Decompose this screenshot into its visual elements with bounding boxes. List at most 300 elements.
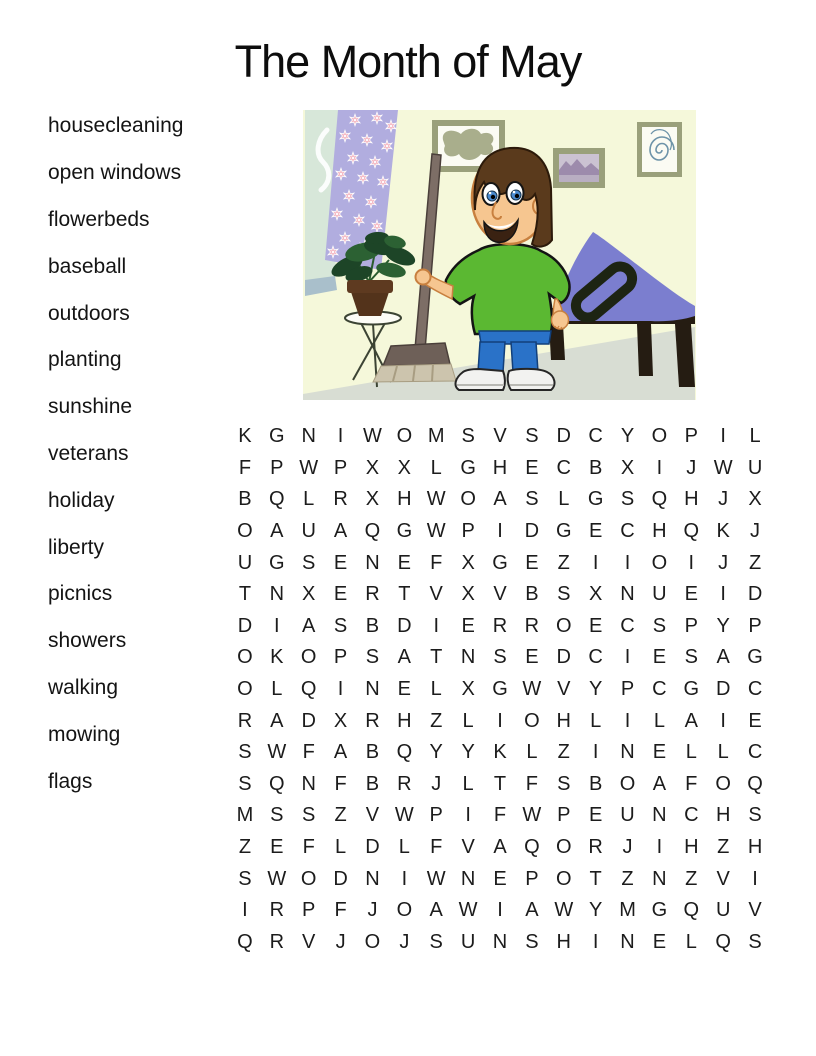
grid-cell: Z [238, 835, 252, 858]
grid-cell: I [497, 709, 503, 732]
grid-cell: N [652, 867, 667, 890]
grid-cell: L [398, 835, 410, 858]
grid-cell: X [588, 583, 603, 606]
grid-cell: V [461, 835, 475, 858]
grid-cell: T [398, 583, 411, 606]
grid-cell: U [301, 520, 316, 543]
grid-cell: W [554, 899, 574, 922]
left-hand [416, 270, 431, 285]
grid-cell: Q [396, 741, 413, 764]
grid-cell: G [555, 520, 572, 543]
grid-cell: F [302, 741, 315, 764]
grid-cell: S [302, 551, 316, 574]
grid-cell: O [619, 772, 636, 795]
grid-cell: X [461, 583, 475, 606]
grid-cell: E [684, 583, 698, 606]
grid-cell: D [365, 835, 380, 858]
grid-cell: J [686, 456, 697, 479]
grid-cell: S [684, 646, 698, 669]
grid-cell: E [588, 614, 603, 637]
grid-cell: F [685, 772, 698, 795]
grid-cell: L [685, 741, 697, 764]
grid-cell: T [430, 646, 443, 669]
grid-cell: P [461, 520, 475, 543]
grid-cell: R [365, 583, 380, 606]
grid-cell: P [684, 425, 698, 448]
grid-cell: V [429, 583, 443, 606]
grid-cell: J [718, 551, 729, 574]
grid-cell: A [429, 899, 443, 922]
grid-cell: V [557, 677, 571, 700]
grid-cell: F [334, 772, 347, 795]
grid-cell: X [302, 583, 316, 606]
grid-cell: R [492, 614, 508, 637]
grid-cell: G [492, 677, 508, 700]
grid-cell: J [431, 772, 442, 795]
grid-cell: G [587, 488, 604, 511]
grid-cell: P [270, 456, 284, 479]
grid-cell: Q [300, 677, 317, 700]
grid-cell: Q [683, 899, 700, 922]
grid-cell: S [748, 804, 762, 827]
grid-cell: S [238, 772, 252, 795]
grid-cell: J [367, 899, 378, 922]
grid-cell: S [238, 867, 252, 890]
grid-cell: I [592, 741, 599, 764]
grid-cell: C [652, 677, 667, 700]
grid-cell: G [396, 520, 413, 543]
grid-cell: C [620, 520, 635, 543]
grid-cell: O [651, 425, 668, 448]
grid-cell: C [588, 646, 603, 669]
grid-cell: E [333, 583, 348, 606]
grid-cell: W [713, 456, 733, 479]
grid-cell: E [525, 551, 539, 574]
grid-cell: A [270, 520, 284, 543]
grid-cell: O [396, 899, 413, 922]
grid-cell: L [749, 425, 761, 448]
grid-cell: R [588, 835, 603, 858]
grid-cell: S [557, 583, 571, 606]
grid-cell: L [430, 456, 442, 479]
grid-cell: Y [716, 614, 730, 637]
grid-cell: Z [717, 835, 730, 858]
grid-cell: P [748, 614, 762, 637]
grid-cell: Q [715, 930, 731, 953]
grid-cell: I [624, 646, 631, 669]
picture-frame-middle [553, 148, 605, 188]
grid-cell: B [238, 488, 252, 511]
grid-cell: J [335, 930, 346, 953]
grid-cell: B [365, 741, 380, 764]
grid-cell: P [333, 646, 348, 669]
grid-cell: U [652, 583, 667, 606]
grid-cell: W [522, 677, 542, 700]
grid-cell: X [461, 677, 475, 700]
word-list-item: walking [48, 675, 119, 699]
grid-cell: T [589, 867, 602, 890]
word-list-item: outdoors [48, 301, 130, 325]
grid-cell: S [748, 930, 762, 953]
grid-cell: B [365, 772, 380, 795]
grid-cell: S [238, 741, 252, 764]
grid-cell: O [237, 646, 253, 669]
grid-cell: E [588, 520, 603, 543]
grid-cell: X [620, 456, 635, 479]
grid-cell: R [269, 930, 285, 953]
grid-cell: P [429, 804, 443, 827]
grid-cell: B [588, 456, 603, 479]
grid-cell: K [238, 425, 252, 448]
grid-cell: M [236, 804, 254, 827]
grid-cell: J [718, 488, 729, 511]
grid-cell: L [685, 930, 697, 953]
grid-cell: X [397, 456, 412, 479]
grid-cell: P [620, 677, 635, 700]
grid-cell: G [747, 646, 763, 669]
grid-cell: D [556, 425, 571, 448]
grid-cell: S [525, 425, 539, 448]
grid-cell: D [333, 867, 348, 890]
word-list-item: holiday [48, 488, 115, 512]
grid-cell: S [429, 930, 443, 953]
grid-cell: C [747, 741, 763, 764]
grid-cell: L [303, 488, 315, 511]
grid-cell: N [365, 867, 380, 890]
grid-cell: O [651, 551, 668, 574]
word-list-item: picnics [48, 582, 113, 606]
grid-cell: A [302, 614, 316, 637]
grid-cell: N [301, 425, 316, 448]
grid-cell: A [493, 835, 507, 858]
grid-cell: Q [683, 520, 700, 543]
grid-cell: U [460, 930, 476, 953]
grid-cell: W [363, 425, 382, 448]
grid-cell: H [556, 930, 571, 953]
grid-cell: C [620, 614, 635, 637]
grid-cell: F [430, 551, 443, 574]
grid-cell: Z [685, 867, 698, 890]
grid-cell: A [397, 646, 412, 669]
grid-cell: Q [364, 520, 381, 543]
grid-cell: Z [621, 867, 634, 890]
grid-cell: D [556, 646, 571, 669]
grid-cell: V [493, 583, 507, 606]
grid-cell: G [269, 425, 285, 448]
grid-cell: E [652, 930, 667, 953]
grid-cell: Z [430, 709, 443, 732]
grid-cell: A [333, 520, 348, 543]
grid-cell: A [525, 899, 539, 922]
word-list-item: liberty [48, 535, 105, 559]
grid-cell: S [302, 804, 316, 827]
word-list-item: showers [48, 629, 127, 653]
grid-cell: J [750, 520, 761, 543]
grid-cell: Q [651, 488, 668, 511]
grid-cell: V [493, 425, 507, 448]
grid-cell: C [684, 804, 699, 827]
grid-cell: E [525, 456, 539, 479]
word-list-item: sunshine [48, 395, 133, 419]
grid-cell: R [237, 709, 253, 732]
grid-cell: I [624, 551, 631, 574]
grid-cell: P [525, 867, 539, 890]
grid-cell: S [493, 646, 507, 669]
grid-cell: E [652, 741, 667, 764]
grid-cell: S [525, 488, 539, 511]
grid-cell: Y [588, 899, 603, 922]
grid-cell: E [270, 835, 284, 858]
grid-cell: Z [557, 741, 570, 764]
grid-cell: K [270, 646, 284, 669]
grid-cell: O [300, 867, 317, 890]
grid-cell: I [752, 867, 758, 890]
grid-cell: U [747, 456, 763, 479]
grid-cell: Y [461, 741, 475, 764]
grid-cell: H [715, 804, 731, 827]
grid-cell: X [365, 488, 380, 511]
grid-cell: N [652, 804, 667, 827]
grid-cell: F [493, 804, 507, 827]
grid-cell: U [620, 804, 635, 827]
grid-cell: I [656, 456, 663, 479]
grid-cell: F [302, 835, 315, 858]
grid-cell: S [652, 614, 667, 637]
grid-cell: S [333, 614, 348, 637]
grid-cell: I [592, 551, 599, 574]
grid-cell: Q [237, 930, 253, 953]
grid-cell: C [556, 456, 571, 479]
grid-cell: B [588, 772, 603, 795]
grid-cell: G [492, 551, 508, 574]
grid-cell: N [620, 930, 635, 953]
grid-cell: L [526, 741, 538, 764]
grid-cell: Y [588, 677, 603, 700]
grid-cell: W [426, 867, 446, 890]
grid-cell: W [267, 741, 287, 764]
grid-cell: O [715, 772, 731, 795]
grid-cell: G [651, 899, 668, 922]
grid-cell: Z [557, 551, 570, 574]
grid-cell: X [748, 488, 762, 511]
grid-cell: H [652, 520, 667, 543]
grid-cell: H [684, 835, 699, 858]
grid-cell: D [715, 677, 731, 700]
grid-cell: I [624, 709, 631, 732]
grid-cell: S [461, 425, 475, 448]
grid-cell: R [269, 899, 285, 922]
grid-cell: Z [334, 804, 347, 827]
grid-cell: D [397, 614, 412, 637]
grid-cell: L [335, 835, 347, 858]
grid-cell: W [394, 804, 414, 827]
grid-cell: S [525, 930, 539, 953]
grid-cell: A [716, 646, 730, 669]
grid-cell: A [270, 709, 284, 732]
grid-cell: J [622, 835, 633, 858]
grid-cell: N [460, 867, 476, 890]
grid-cell: B [365, 614, 380, 637]
grid-cell: I [720, 583, 726, 606]
grid-cell: R [365, 709, 380, 732]
page-title: The Month of May [234, 36, 582, 87]
grid-cell: V [716, 867, 730, 890]
grid-cell: A [652, 772, 667, 795]
grid-cell: I [720, 709, 726, 732]
grid-cell: P [302, 899, 316, 922]
picture-frame-right [637, 122, 682, 177]
grid-cell: Z [748, 551, 762, 574]
grid-cell: Y [429, 741, 443, 764]
grid-cell: F [430, 835, 443, 858]
grid-cell: N [460, 646, 476, 669]
grid-cell: P [557, 804, 571, 827]
grid-cell: Q [524, 835, 540, 858]
grid-cell: P [333, 456, 348, 479]
grid-cell: N [269, 583, 285, 606]
grid-cell: W [267, 867, 287, 890]
grid-cell: T [493, 772, 507, 795]
grid-cell: E [748, 709, 762, 732]
grid-cell: L [462, 772, 474, 795]
grid-cell: I [242, 899, 248, 922]
word-list-item: baseball [48, 254, 127, 278]
grid-cell: R [333, 488, 348, 511]
grid-cell: I [497, 899, 503, 922]
grid-cell: D [524, 520, 540, 543]
grid-cell: L [430, 677, 442, 700]
grid-cell: W [458, 899, 478, 922]
grid-cell: F [334, 899, 347, 922]
grid-cell: H [492, 456, 508, 479]
grid-cell: E [588, 804, 603, 827]
grid-cell: L [717, 741, 729, 764]
illustration-image [303, 110, 696, 400]
grid-cell: I [720, 425, 726, 448]
grid-cell: X [461, 551, 475, 574]
grid-cell: S [365, 646, 380, 669]
grid-cell: G [460, 456, 476, 479]
word-list-item: open windows [48, 161, 182, 185]
grid-cell: I [401, 867, 408, 890]
grid-cell: M [619, 899, 636, 922]
grid-cell: K [493, 741, 507, 764]
grid-cell: H [684, 488, 699, 511]
grid-cell: E [397, 677, 412, 700]
grid-cell: X [333, 709, 348, 732]
grid-cell: V [302, 930, 316, 953]
grid-cell: S [620, 488, 635, 511]
grid-cell: Y [620, 425, 635, 448]
grid-cell: H [397, 488, 412, 511]
grid-cell: L [271, 677, 283, 700]
grid-cell: W [522, 804, 542, 827]
grid-cell: A [333, 741, 348, 764]
grid-cell: O [555, 614, 572, 637]
word-list [48, 103, 238, 805]
word-list-item: housecleaning [48, 114, 184, 138]
grid-cell: E [397, 551, 412, 574]
grid-cell: E [493, 867, 507, 890]
grid-cell: N [365, 677, 380, 700]
grid-cell: L [590, 709, 602, 732]
grid-cell: O [555, 867, 572, 890]
grid-cell: I [433, 614, 439, 637]
grid-cell: W [299, 456, 319, 479]
grid-cell: C [588, 425, 603, 448]
grid-cell: Q [269, 488, 285, 511]
grid-cell: I [497, 520, 503, 543]
grid-cell: M [427, 425, 445, 448]
grid-cell: F [238, 456, 252, 479]
grid-cell: I [337, 677, 344, 700]
grid-cell: I [592, 930, 599, 953]
grid-cell: A [684, 709, 698, 732]
word-list-item: veterans [48, 441, 129, 465]
grid-cell: J [399, 930, 410, 953]
grid-cell: N [365, 551, 380, 574]
grid-cell: O [396, 425, 413, 448]
grid-cell: N [620, 583, 635, 606]
grid-cell: W [426, 488, 446, 511]
grid-cell: T [238, 583, 252, 606]
grid-cell: P [684, 614, 698, 637]
grid-cell: I [656, 835, 663, 858]
grid-cell: O [524, 709, 540, 732]
grid-cell: R [524, 614, 540, 637]
grid-cell: D [301, 709, 316, 732]
word-list-item: planting [48, 348, 122, 372]
grid-cell: I [688, 551, 695, 574]
right-hand [552, 311, 569, 329]
grid-cell: O [237, 677, 253, 700]
grid-cell: O [460, 488, 476, 511]
grid-cell: E [525, 646, 539, 669]
grid-cell: L [558, 488, 570, 511]
grid-cell: S [557, 772, 571, 795]
grid-cell: X [365, 456, 380, 479]
grid-cell: I [465, 804, 471, 827]
grid-cell: B [525, 583, 539, 606]
word-list-item: flags [48, 769, 93, 793]
grid-cell: O [237, 520, 253, 543]
grid-cell: K [716, 520, 730, 543]
grid-cell: S [270, 804, 284, 827]
grid-cell: L [653, 709, 665, 732]
grid-cell: O [364, 930, 381, 953]
grid-cell: R [397, 772, 412, 795]
grid-cell: Q [269, 772, 285, 795]
grid-cell: I [274, 614, 280, 637]
grid-cell: D [747, 583, 763, 606]
grid-cell: W [426, 520, 446, 543]
grid-cell: U [237, 551, 253, 574]
grid-cell: Q [747, 772, 763, 795]
grid-cell: C [747, 677, 763, 700]
grid-cell: V [748, 899, 762, 922]
grid-cell: H [747, 835, 763, 858]
grid-cell: D [237, 614, 253, 637]
grid-cell: H [397, 709, 412, 732]
grid-cell: E [652, 646, 667, 669]
grid-cell: V [365, 804, 380, 827]
puzzle-grid [229, 421, 771, 958]
grid-cell: N [620, 741, 635, 764]
grid-cell: G [269, 551, 285, 574]
grid-cell: E [333, 551, 348, 574]
grid-cell: I [337, 425, 344, 448]
word-list-item: flowerbeds [48, 207, 150, 231]
